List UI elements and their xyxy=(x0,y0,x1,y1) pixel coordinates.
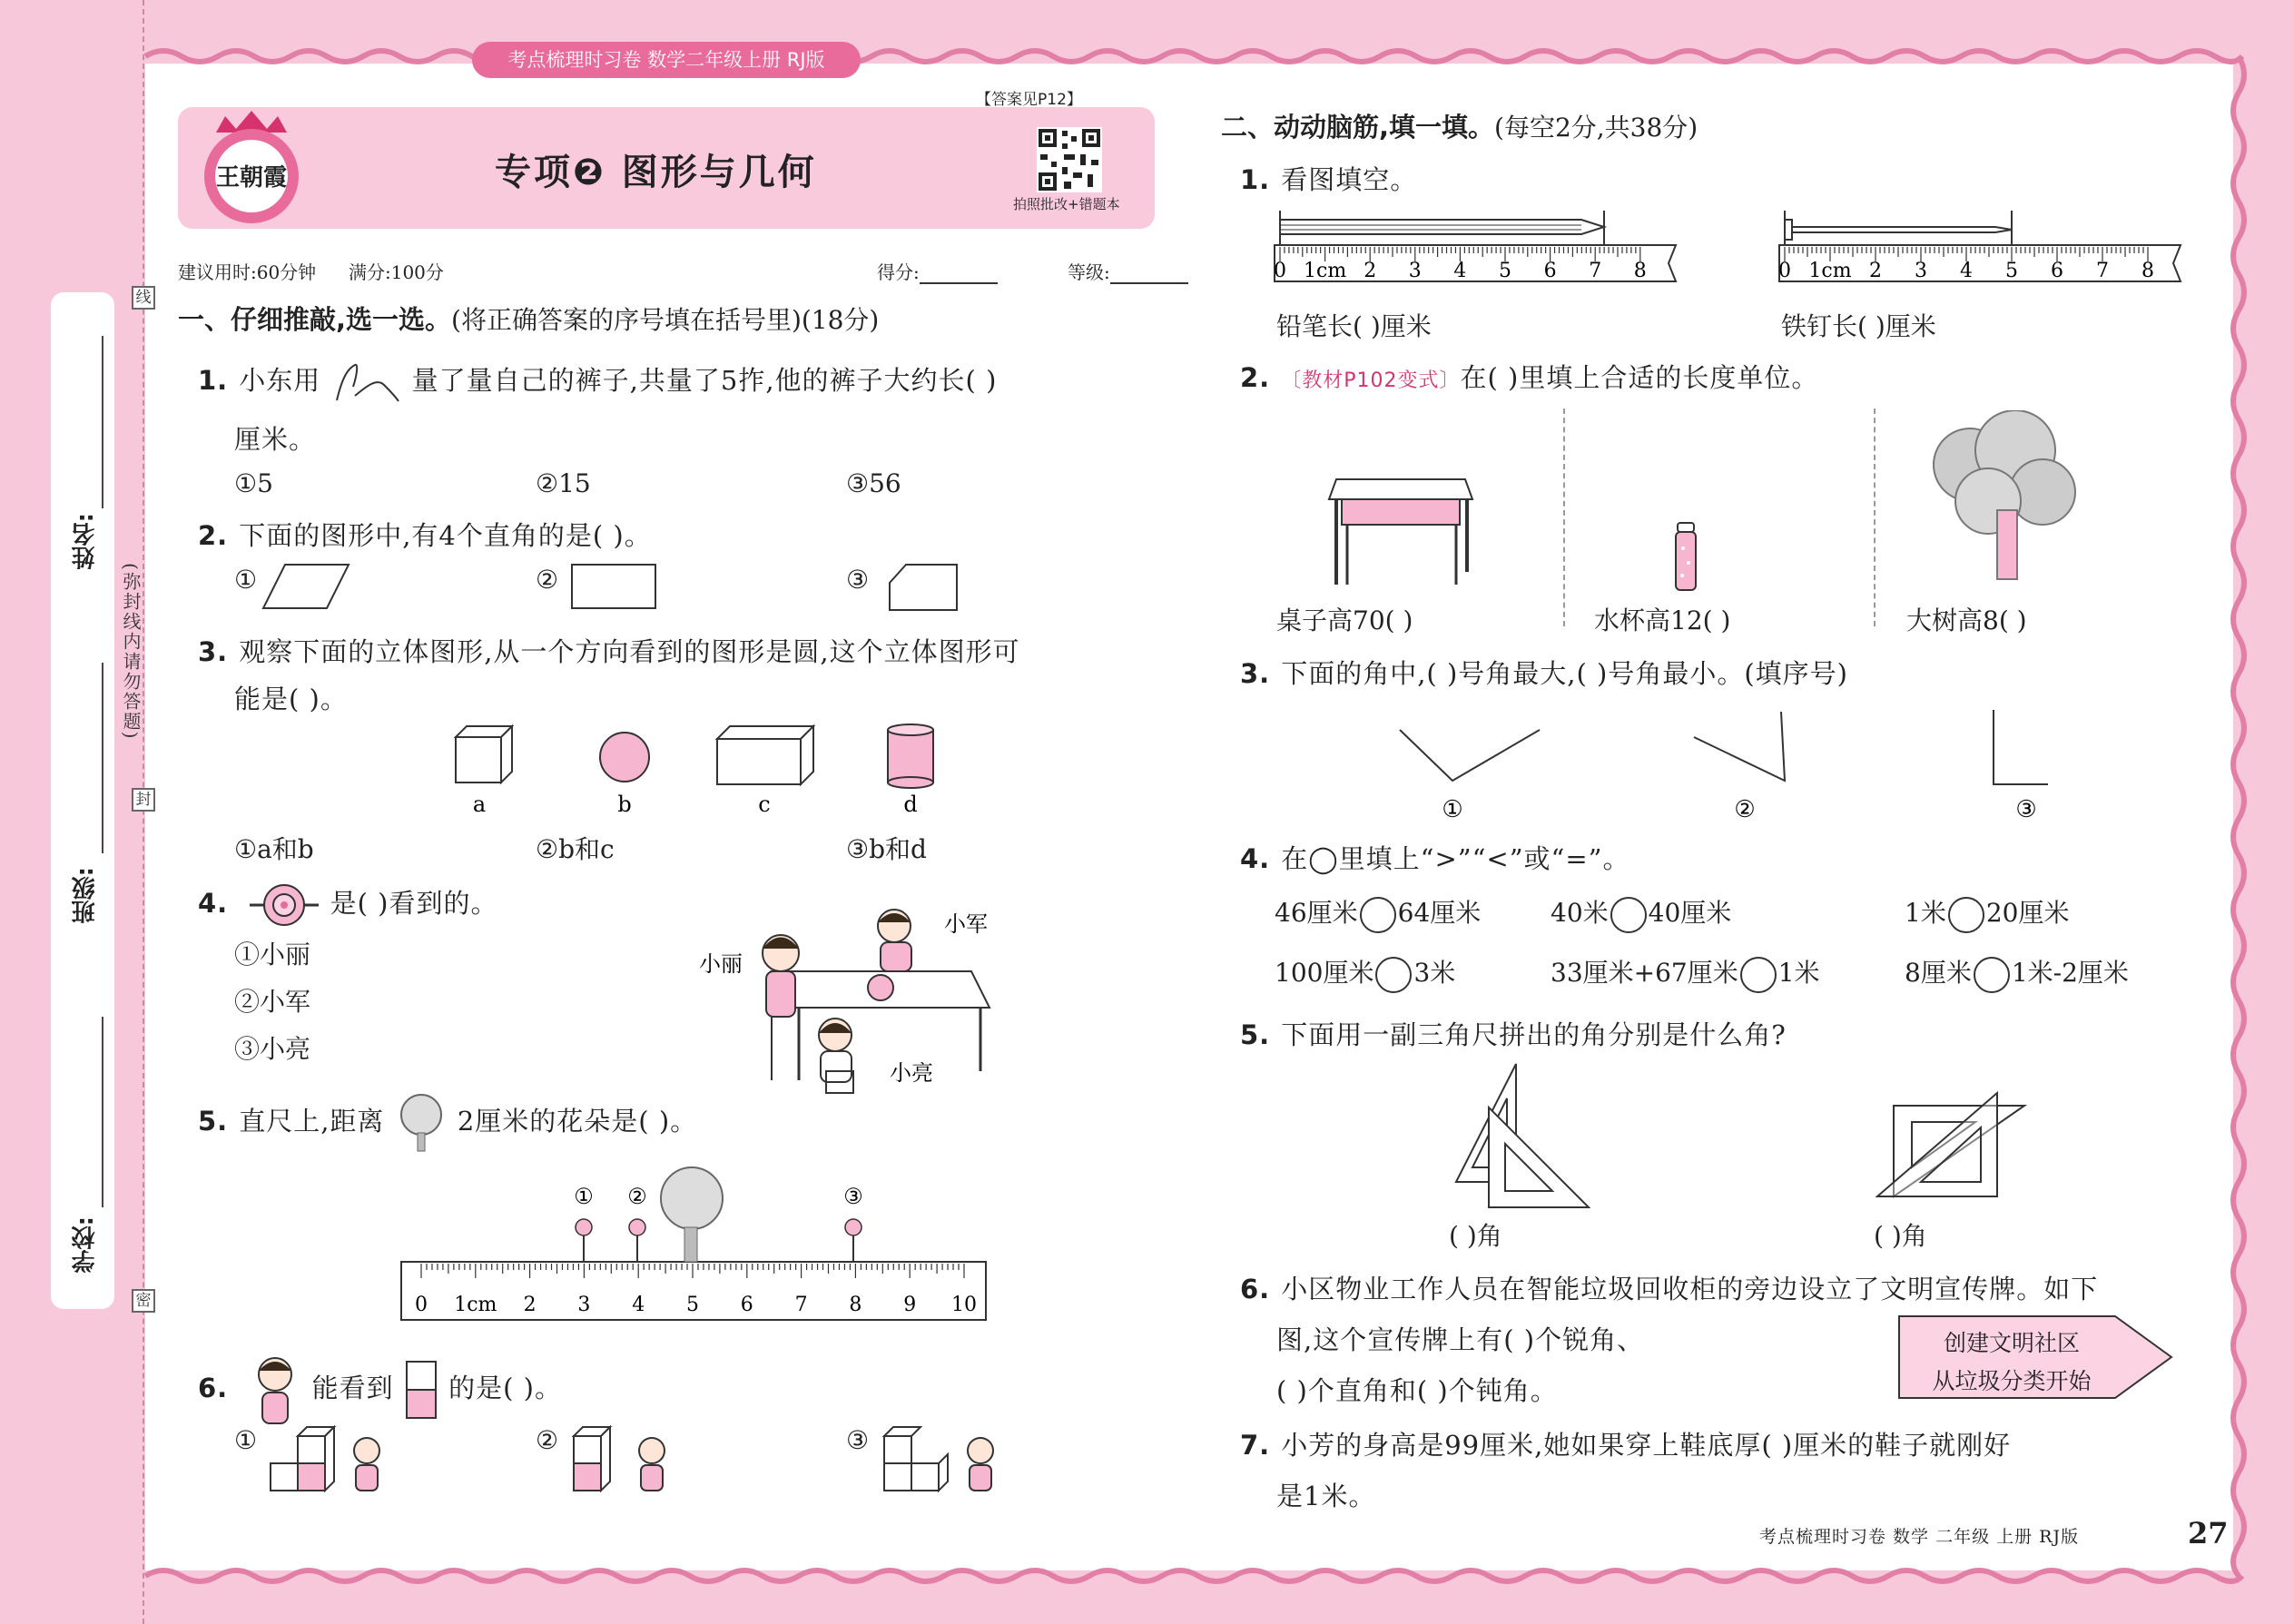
svg-text:①: ① xyxy=(574,1184,594,1209)
s1-q6-option-3[interactable]: ③ xyxy=(846,1425,870,1455)
svg-text:②: ② xyxy=(627,1184,647,1209)
divider-2 xyxy=(1874,408,1876,626)
s2-q6-line3: ( )个直角和( )个钝角。 xyxy=(1276,1375,1558,1406)
tree-on-ruler xyxy=(661,1167,723,1262)
angle-type-blank-1[interactable]: ( )角 xyxy=(1449,1221,1502,1251)
ruler-label: 0 xyxy=(1274,260,1286,282)
cube-stack-option-1 xyxy=(269,1418,396,1500)
ruler-label: 8 xyxy=(1633,260,1647,282)
set-squares-figure-2 xyxy=(1876,1091,2030,1200)
binding-strip xyxy=(51,292,114,1309)
ruler-label: 1cm xyxy=(454,1294,497,1316)
compare-item-2[interactable]: 40米 40厘米 xyxy=(1551,893,1731,933)
s2-question-5: 5. 下面用一副三角尺拼出的角分别是什么角? xyxy=(1240,1019,1787,1050)
s1-q3-option-3[interactable]: ③b和d xyxy=(846,834,927,864)
flower-3 xyxy=(845,1219,861,1262)
angle-3 xyxy=(1994,710,2048,784)
page-title: 专项❷ 图形与几何 xyxy=(495,152,817,193)
s2-question-4: 4. 在◯里填上“>”“<”或“=”。 xyxy=(1240,843,1630,874)
divider-1 xyxy=(1563,408,1565,626)
series-pill: 考点梳理时习卷 数学二年级上册 RJ版 xyxy=(472,42,861,78)
s1-question-4: 4. 是( )看到的。 xyxy=(198,882,498,928)
ruler-label: 5 xyxy=(2005,260,2018,282)
svg-text:小军: 小军 xyxy=(944,911,988,937)
ruler-label: 7 xyxy=(794,1294,808,1316)
binding-dashed-line xyxy=(143,0,144,1624)
s1-q4-option-2[interactable]: ②小军 xyxy=(234,987,311,1017)
compare-item-3[interactable]: 1米 20厘米 xyxy=(1905,893,2069,933)
s1-question-6: 6. 能看到 的是( )。 xyxy=(198,1353,562,1427)
binding-note: (弥封线内请勿答题) xyxy=(120,563,142,741)
rectangle-shape xyxy=(570,561,659,612)
brand-logo-icon xyxy=(198,107,305,229)
ruler-label: 5 xyxy=(1499,260,1511,282)
s1-question-1: 1. 小东用 量了量自己的裤子,共量了5拃,他的裤子大约长( ) xyxy=(198,359,997,405)
ruler-label: 3 xyxy=(1408,260,1422,282)
svg-text:c: c xyxy=(758,792,771,817)
svg-text:②: ② xyxy=(1734,796,1756,823)
cup-illustration xyxy=(1670,521,1707,594)
svg-text:b: b xyxy=(617,792,632,817)
desk-illustration xyxy=(1324,472,1478,590)
bind-mark-secret: 密 xyxy=(132,1289,155,1313)
compare-item-6[interactable]: 8厘米 1米-2厘米 xyxy=(1905,953,2129,993)
ruler-label: 1cm xyxy=(1304,260,1347,282)
teapot-top-view-icon xyxy=(248,882,320,928)
ruler-label: 8 xyxy=(2141,260,2154,282)
flower-1 xyxy=(576,1219,592,1262)
school-line xyxy=(102,1017,103,1207)
suggested-time: 建议用时:60分钟 xyxy=(178,261,317,283)
cube-stack-option-3 xyxy=(881,1418,1008,1500)
name-label: 姓名: xyxy=(72,513,99,570)
angle-2 xyxy=(1694,712,1785,781)
angles-figure xyxy=(1380,708,2052,826)
ruler-label: 2 xyxy=(523,1294,537,1316)
girl-icon xyxy=(248,1353,302,1427)
footer-text: 考点梳理时习卷 数学 二年级 上册 RJ版 xyxy=(1759,1527,2080,1547)
cup-height-blank[interactable]: 水杯高12( ) xyxy=(1594,605,1731,635)
svg-text:小亮: 小亮 xyxy=(890,1060,933,1086)
s1-q6-option-1[interactable]: ① xyxy=(234,1425,258,1455)
name-line xyxy=(102,336,103,508)
s1-question-2: 2. 下面的图形中,有4个直角的是( )。 xyxy=(198,520,652,551)
desk-height-blank[interactable]: 桌子高70( ) xyxy=(1276,605,1413,635)
logo-text: 王朝霞 xyxy=(215,164,288,192)
parallelogram-shape xyxy=(261,561,352,612)
s2-question-7: 7. 小芳的身高是99厘米,她如果穿上鞋底厚( )厘米的鞋子就刚好 xyxy=(1240,1430,2012,1461)
ruler-label: 4 xyxy=(1960,260,1973,282)
nail-on-ruler xyxy=(1777,207,2186,289)
compare-item-4[interactable]: 100厘米 3米 xyxy=(1275,953,1455,993)
score-field[interactable] xyxy=(877,258,998,284)
s1-q6-option-2[interactable]: ② xyxy=(536,1425,559,1455)
ruler-label: 4 xyxy=(632,1294,645,1316)
s1-q3-tail: 能是( )。 xyxy=(234,684,348,714)
class-label: 班级: xyxy=(72,867,99,924)
s1-q1-option-2[interactable]: ②15 xyxy=(536,468,591,498)
bind-mark-seal: 封 xyxy=(132,788,155,812)
tree-icon xyxy=(394,1093,448,1153)
ruler-label: 6 xyxy=(740,1294,753,1316)
set-squares-figure-1 xyxy=(1452,1062,1598,1225)
s1-q3-option-2[interactable]: ②b和c xyxy=(536,834,615,864)
sign-line-1: 创建文明社区 xyxy=(1943,1330,2080,1356)
score-label: 得分: xyxy=(877,261,920,283)
svg-text:③: ③ xyxy=(843,1184,863,1209)
s1-q4-option-1[interactable]: ①小丽 xyxy=(234,940,311,969)
compare-item-1[interactable]: 46厘米 64厘米 xyxy=(1275,893,1481,933)
pencil-on-ruler xyxy=(1273,207,1681,289)
full-score: 满分:100分 xyxy=(349,261,444,283)
s2-q6-line2: 图,这个宣传牌上有( )个锐角、 xyxy=(1276,1324,1645,1355)
view-shape-icon xyxy=(403,1358,439,1422)
svg-text:d: d xyxy=(903,792,918,817)
ruler-label: 5 xyxy=(686,1294,699,1316)
s1-q2-option-3[interactable]: ③ xyxy=(846,565,870,595)
nail-length-blank[interactable]: 铁钉长( )厘米 xyxy=(1781,311,1936,341)
compare-item-5[interactable]: 33厘米+67厘米 1米 xyxy=(1551,953,1820,993)
s2-question-3: 3. 下面的角中,( )号角最大,( )号角最小。(填序号) xyxy=(1240,658,1848,689)
ruler-label: 3 xyxy=(1915,260,1927,282)
angle-type-blank-2[interactable]: ( )角 xyxy=(1874,1221,1927,1251)
ruler-label: 8 xyxy=(849,1294,862,1316)
boy-xiaojun-figure xyxy=(878,910,911,971)
svg-text:a: a xyxy=(472,792,487,817)
section1-title: 一、仔细推敲,选一选。(将正确答案的序号填在括号里)(18分) xyxy=(178,304,880,335)
section2-title: 二、动动脑筋,填一填。(每空2分,共38分) xyxy=(1221,112,1698,143)
ruler-5 xyxy=(401,1262,986,1320)
svg-text:①: ① xyxy=(1442,796,1463,823)
ruler-label: 2 xyxy=(1869,260,1882,282)
cuboid-c xyxy=(717,726,813,784)
s1-question-5: 5. 直尺上,距离 2厘米的花朵是( )。 xyxy=(198,1093,697,1153)
s1-q3-option-1[interactable]: ①a和b xyxy=(234,834,314,864)
grade-label: 等级: xyxy=(1068,261,1110,283)
grade-field[interactable] xyxy=(1068,258,1188,284)
boy-xiaoliang-figure xyxy=(819,1019,853,1093)
cut-corner-shape xyxy=(888,561,960,614)
ruler-label: 10 xyxy=(951,1294,977,1316)
angle-1 xyxy=(1400,730,1540,781)
ruler-label: 3 xyxy=(577,1294,591,1316)
s1-q4-option-3[interactable]: ③小亮 xyxy=(234,1034,311,1064)
s2-question-1: 1. 看图填空。 xyxy=(1240,164,1418,195)
qr-code-icon[interactable] xyxy=(1037,127,1102,192)
solid-figures xyxy=(445,717,971,817)
cube-a xyxy=(456,726,512,782)
hand-span-icon xyxy=(330,359,402,405)
class-line xyxy=(102,663,103,853)
ruler-label: 7 xyxy=(2096,260,2109,282)
s1-q1-option-3[interactable]: ③56 xyxy=(846,468,901,498)
s2-q7-line2: 是1米。 xyxy=(1276,1481,1376,1511)
s1-q2-option-2[interactable]: ② xyxy=(536,565,559,595)
cylinder-d xyxy=(888,724,933,788)
ruler-label: 7 xyxy=(1589,260,1602,282)
s2-question-2: 2. 〔教材P102变式〕在( )里填上合适的长度单位。 xyxy=(1240,362,1819,393)
bind-mark-line: 线 xyxy=(132,286,155,310)
cube-stack-option-2 xyxy=(570,1418,697,1500)
qr-caption: 拍照批改+错题本 xyxy=(1013,196,1120,212)
ruler-label: 6 xyxy=(1543,260,1557,282)
svg-text:小丽: 小丽 xyxy=(699,951,743,977)
s2-question-6: 6. 小区物业工作人员在智能垃圾回收柜的旁边设立了文明宣传牌。如下 xyxy=(1240,1274,2099,1304)
ruler-with-flowers xyxy=(399,1164,989,1324)
ruler-label: 9 xyxy=(903,1294,917,1316)
svg-text:③: ③ xyxy=(2015,796,2037,823)
ruler-label: 6 xyxy=(2051,260,2063,282)
kids-at-table-illustration xyxy=(699,899,999,1098)
girl-xiaoli-figure xyxy=(763,935,799,1080)
s1-q2-option-1[interactable]: ① xyxy=(234,565,258,595)
tree-height-blank[interactable]: 大树高8( ) xyxy=(1906,605,2027,635)
pencil-length-blank[interactable]: 铅笔长( )厘米 xyxy=(1276,311,1432,341)
ruler-label: 0 xyxy=(415,1294,428,1316)
flower-2 xyxy=(629,1219,645,1262)
tree-illustration xyxy=(1915,410,2088,583)
page-number: 27 xyxy=(2188,1516,2229,1550)
s1-q1-tail: 厘米。 xyxy=(234,424,317,455)
s1-q1-option-1[interactable]: ①5 xyxy=(234,468,273,498)
ruler-label: 0 xyxy=(1778,260,1791,282)
ruler-label: 1cm xyxy=(1808,260,1852,282)
ruler-label: 2 xyxy=(1364,260,1377,282)
sphere-b xyxy=(600,733,649,782)
school-label: 学校: xyxy=(72,1216,99,1274)
s1-question-3: 3. 观察下面的立体图形,从一个方向看到的图形是圆,这个立体图形可 xyxy=(198,636,1020,667)
sign-line-2: 从垃圾分类开始 xyxy=(1932,1368,2092,1394)
answer-reference: 【答案见P12】 xyxy=(976,91,1082,109)
ruler-label: 4 xyxy=(1453,260,1467,282)
